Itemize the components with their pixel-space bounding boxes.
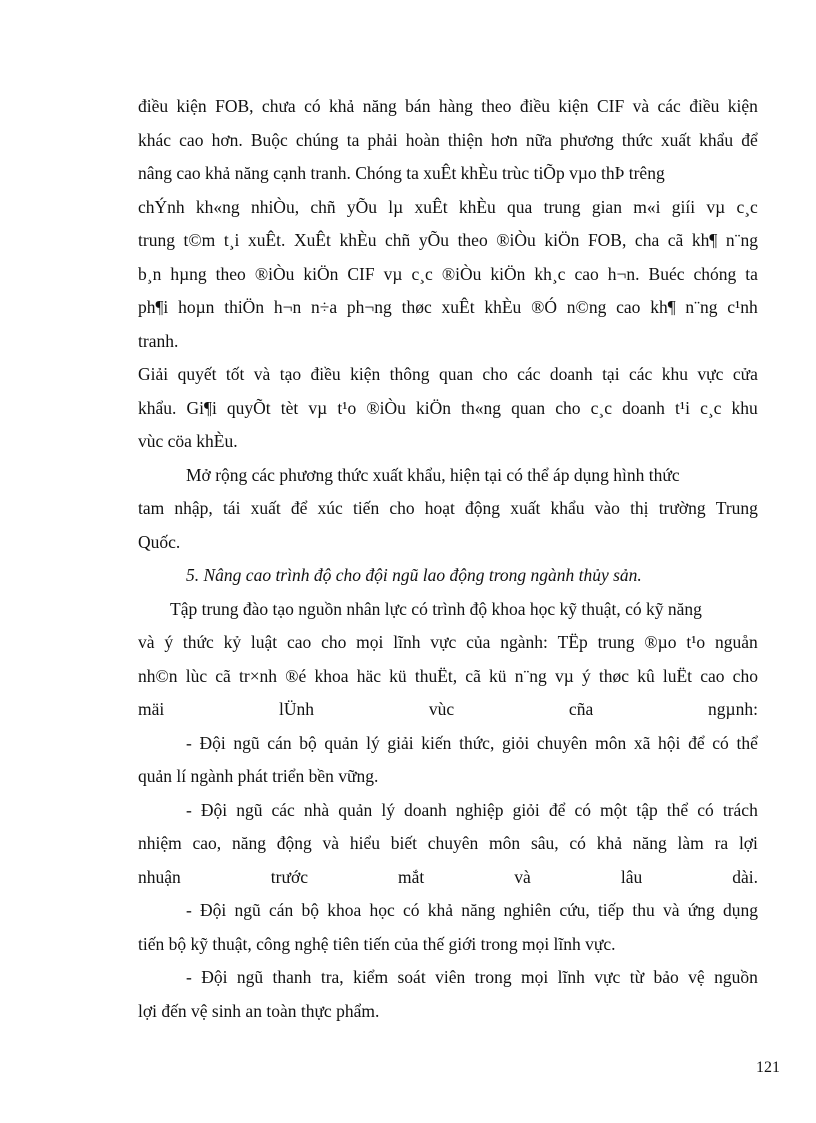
word: cña (568, 699, 594, 719)
text-line: Mở rộng các phương thức xuất khẩu, hiện tại có thể áp dụng hình thức (186, 465, 680, 485)
section-heading: 5. Nâng cao trình độ cho đội ngũ lao động trong ngành thủy sản. (186, 565, 642, 585)
word: ngµnh: (708, 699, 758, 719)
text-line: nh©n lùc cã tr×nh ®é khoa häc kü thuËt, cã kü n¨ng vµ ý thøc kû luËt cao cho (138, 666, 758, 686)
text-line: b¸n hµng theo ®iÒu kiÖn CIF vµ c¸c ®iÒu kiÖn kh¸c cao h¬n. Buéc chóng ta (138, 264, 758, 284)
page-number: 121 (756, 1059, 780, 1076)
word: mắt (398, 867, 425, 887)
spaced-line (138, 699, 758, 719)
word: lâu (620, 867, 643, 887)
word: trước (270, 867, 308, 887)
text-line: vùc cöa khÈu. (138, 431, 238, 451)
text-line: khẩu. Gi¶i quyÕt tèt vµ t¹o ®iÒu kiÖn th«ng quan cho c¸c doanh t¹i c¸c khu (138, 398, 758, 418)
text-line: quản lí ngành phát triển bền vững. (138, 766, 379, 786)
bullet-line: - Đội ngũ thanh tra, kiểm soát viên trong mọi lĩnh vực từ bảo vệ nguồn (186, 967, 758, 987)
text-line: nhiệm cao, năng động và hiểu biết chuyên môn sâu, có khả năng làm ra lợi (138, 833, 758, 853)
word: dài. (732, 867, 758, 887)
bullet-line: - Đội ngũ cán bộ khoa học có khả năng nghiên cứu, tiếp thu và ứng dụng (186, 900, 758, 920)
text-line: nâng cao khả năng cạnh tranh. Chóng ta xuÊt khÈu trùc tiÕp vµo thÞ trêng (138, 163, 665, 183)
text-line: tranh. (138, 331, 179, 351)
word: và (514, 867, 531, 887)
text-line: tam nhập, tái xuất để xúc tiến cho hoạt động xuất khẩu vào thị trường Trung (138, 498, 758, 518)
word: vùc (428, 699, 455, 719)
bullet-line: - Đội ngũ cán bộ quản lý giải kiến thức, giỏi chuyên môn xã hội để có thể (186, 733, 758, 753)
text-line: trung t©m t¸i xuÊt. XuÊt khÈu chñ yÕu theo ®iÒu kiÖn FOB, cha cã kh¶ n¨ng (138, 230, 758, 250)
word: mäi (138, 699, 165, 719)
text-line: Quốc. (138, 532, 181, 552)
text-line: lợi đến vệ sinh an toàn thực phẩm. (138, 1001, 380, 1021)
text-line: khác cao hơn. Buộc chúng ta phải hoàn thiện hơn nữa phương thức xuất khẩu để (138, 130, 758, 150)
text-line: Tập trung đào tạo nguồn nhân lực có trình độ khoa học kỹ thuật, có kỹ năng (170, 599, 702, 619)
text-line: Giải quyết tốt và tạo điều kiện thông quan cho các doanh tại các khu vực cửa (138, 364, 758, 384)
spaced-line (138, 867, 758, 887)
text-line: và ý thức kỷ luật cao cho mọi lĩnh vực của ngành: TËp trung ®µo t¹o nguån (138, 632, 758, 652)
text-line: tiến bộ kỹ thuật, công nghệ tiên tiến của thế giới trong mọi lĩnh vực. (138, 934, 616, 954)
text-line: ph¶i hoµn thiÖn h¬n n÷a ph¬ng thøc xuÊt khÈu ®Ó n©ng cao kh¶ n¨ng c¹nh (138, 297, 758, 317)
word: nhuận (138, 867, 181, 887)
word: lÜnh (279, 699, 315, 719)
bullet-line: - Đội ngũ các nhà quản lý doanh nghiệp giỏi để có một tập thể có trách (186, 800, 758, 820)
text-line: điều kiện FOB, chưa có khả năng bán hàng theo điều kiện CIF và các điều kiện (138, 96, 758, 116)
text-line: chÝnh kh«ng nhiÒu, chñ yÕu lµ xuÊt khÈu qua trung gian m«i giíi vµ c¸c (138, 197, 758, 217)
